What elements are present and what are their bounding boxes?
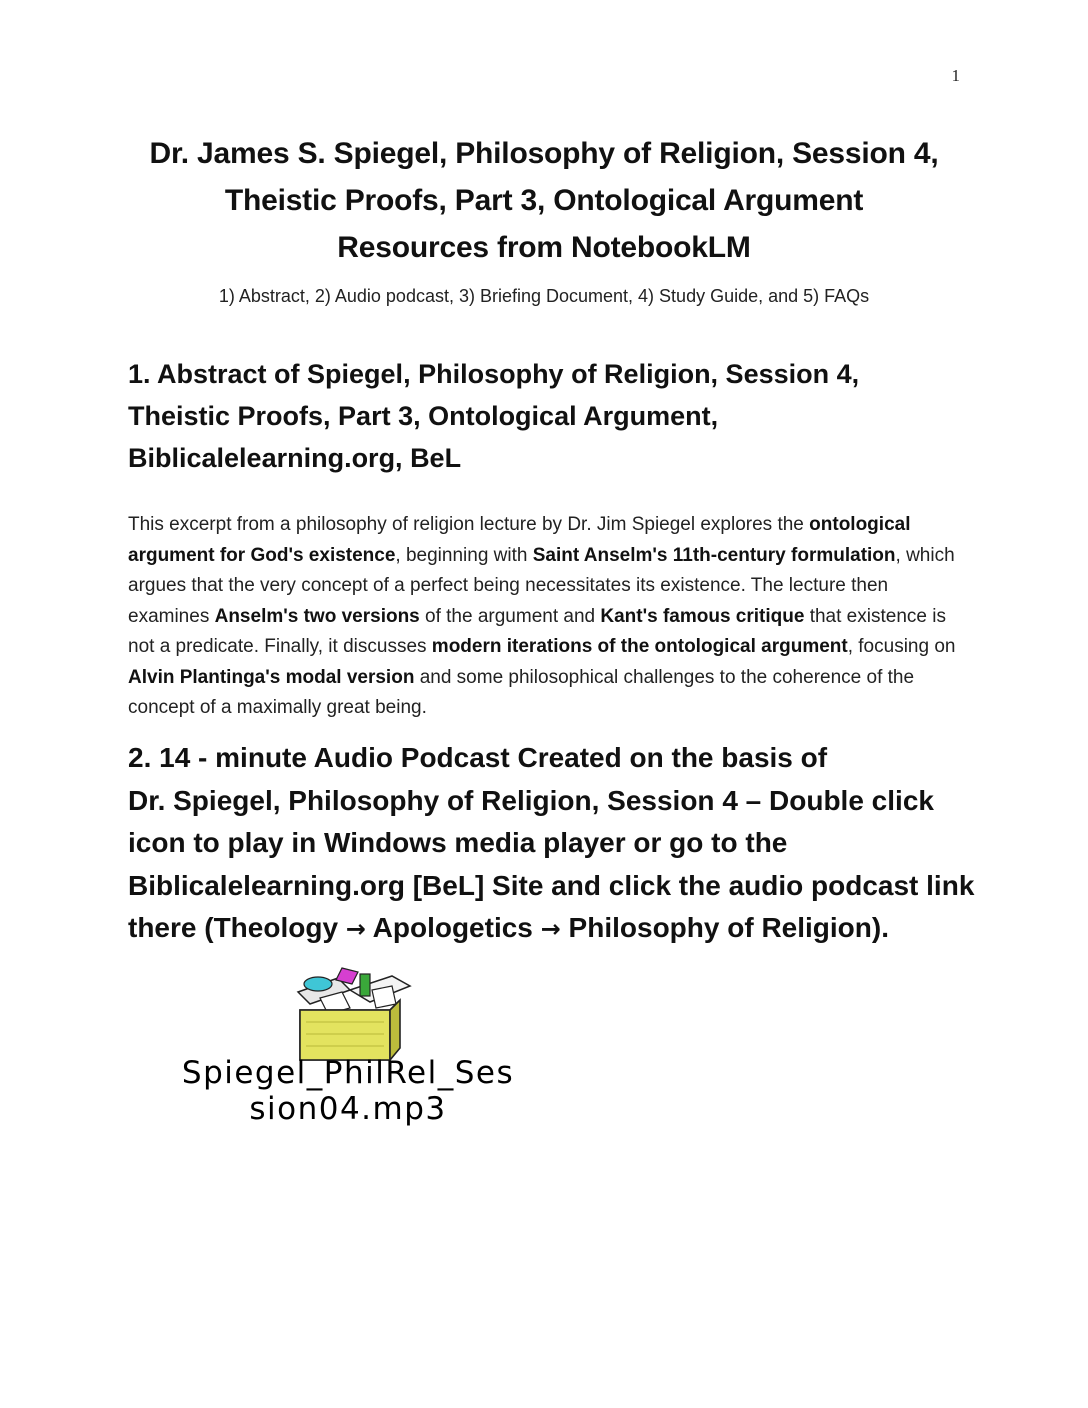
title-line-3: Resources from NotebookLM bbox=[337, 231, 751, 264]
arrow-right-icon: → bbox=[345, 915, 366, 943]
file-label-line-1: Spiegel_PhilRel_Ses bbox=[181, 1055, 515, 1091]
file-label-line-2: sion04.mp3 bbox=[249, 1091, 447, 1127]
abstract-text-7: and some philosophical challenges to the coherence of the concept of a maximally great being. bbox=[128, 666, 915, 718]
abstract-heading-line-1: 1. Abstract of Spiegel, Philosophy of Religion, Session 4, bbox=[128, 359, 860, 389]
title-line-2: Theistic Proofs, Part 3, Ontological Argument bbox=[224, 184, 864, 217]
podcast-heading-line-3: icon to play in Windows media player or go to the bbox=[128, 827, 788, 858]
abstract-paragraph bbox=[128, 510, 958, 724]
podcast-heading-line-2: Dr. Spiegel, Philosophy of Religion, Session 4 – Double click bbox=[128, 784, 934, 816]
abstract-heading bbox=[128, 353, 859, 479]
podcast-heading bbox=[128, 737, 974, 951]
audio-file-label[interactable] bbox=[128, 1055, 568, 1127]
podcast-heading-line-5b: Apologetics bbox=[365, 912, 541, 943]
abstract-text-5: that existence is not a predicate. Finally, it discusses bbox=[128, 605, 946, 657]
document-title bbox=[100, 130, 988, 271]
abstract-text-1: This excerpt from a philosophy of religion lecture by Dr. Jim Spiegel explores the bbox=[128, 514, 810, 535]
arrow-right-icon: → bbox=[540, 915, 561, 943]
abstract-bold-6: Alvin Plantinga's modal version bbox=[128, 666, 415, 688]
abstract-text-3: , which argues that the very concept of a perfect being necessitates its existence. The lecture then examines bbox=[128, 544, 955, 627]
media-package-icon[interactable] bbox=[280, 964, 420, 1064]
abstract-bold-2: Saint Anselm's 11th-century formulation bbox=[532, 544, 896, 566]
abstract-bold-4: Kant's famous critique bbox=[600, 605, 805, 627]
podcast-heading-line-5a: there (Theology bbox=[128, 912, 346, 943]
abstract-text-6: , focusing on bbox=[847, 636, 956, 657]
abstract-bold-1: ontological argument for God's existence bbox=[128, 514, 911, 566]
podcast-heading-line-1: 2. 14 - minute Audio Podcast Created on the basis of bbox=[128, 742, 828, 773]
abstract-heading-line-2: Theistic Proofs, Part 3, Ontological Argument, bbox=[128, 401, 719, 431]
podcast-heading-line-5 bbox=[128, 907, 974, 951]
abstract-heading-line-3: Biblicalelearning.org, BeL bbox=[128, 443, 462, 473]
resources-list: 1) Abstract, 2) Audio podcast, 3) Briefing Document, 4) Study Guide, and 5) FAQs bbox=[218, 286, 870, 306]
abstract-text-4: of the argument and bbox=[419, 605, 601, 627]
abstract-bold-5: modern iterations of the ontological argument bbox=[431, 636, 848, 657]
abstract-bold-3: Anselm's two versions bbox=[214, 605, 420, 627]
title-line-1: Dr. James S. Spiegel, Philosophy of Religion, Session 4, bbox=[149, 137, 939, 170]
abstract-text-2: , beginning with bbox=[395, 544, 533, 566]
podcast-heading-line-5c: Philosophy of Religion). bbox=[560, 912, 889, 943]
podcast-heading-line-4: Biblicalelearning.org [BeL] Site and click the audio podcast link bbox=[128, 869, 975, 901]
page-number: 1 bbox=[951, 66, 960, 85]
